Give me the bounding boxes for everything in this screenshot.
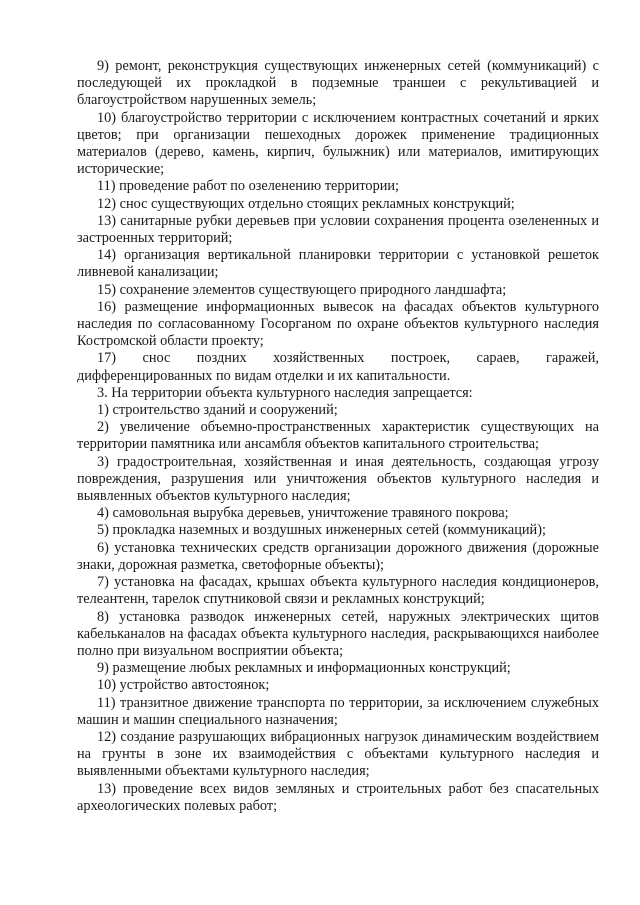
paragraph: 8) установка разводок инженерных сетей, наружных электрических щитов кабельканалов на фасадах объекта культурного наследия, раскрывающихся наиболее полно при визуальном восприятии объекта; <box>77 608 599 659</box>
paragraph: 16) размещение информационных вывесок на фасадах объектов культурного наследия по согласованному Госорганом по охране объектов культурного наследия Костромской области проекту; <box>77 298 599 350</box>
paragraph: 15) сохранение элементов существующего природного ландшафта; <box>97 281 507 298</box>
paragraph: 7) установка на фасадах, крышах объекта культурного наследия кондиционеров, телеантенн, тарелок спутниковой связи и рекламных конструкций; <box>77 574 599 608</box>
paragraph: 11) транзитное движение транспорта по территории, за исключением служебных машин и машин специального назначения; <box>77 694 599 728</box>
paragraph: 5) прокладка наземных и воздушных инженерных сетей (коммуникаций); <box>97 522 546 539</box>
paragraph: 4) самовольная вырубка деревьев, уничтожение травяного покрова; <box>97 505 509 522</box>
paragraph: 3) градостроительная, хозяйственная и иная деятельность, создающая угрозу повреждения, разрушения или уничтожения объектов культурного наследия и выявленных объектов культурного наследия; <box>77 453 599 505</box>
paragraph: 13) проведение всех видов земляных и строительных работ без спасательных археологических полевых работ; <box>77 780 599 814</box>
paragraph: 10) благоустройство территории с исключением контрастных сочетаний и ярких цветов; при организации пешеходных дорожек применение традиционных материалов (дерево, камень, кирпич, булыжник) или материалов, имитирующих исторические; <box>77 109 599 178</box>
paragraph: 17) снос поздних хозяйственных построек, сараев, гаражей, дифференцированных по видам отделки и их капитальности. <box>77 350 599 384</box>
document-page <box>77 58 599 815</box>
paragraph: 9) ремонт, реконструкция существующих инженерных сетей (коммуникаций) с последующей их прокладкой в подземные траншеи с рекультивацией и благоустройством нарушенных земель; <box>77 58 599 109</box>
paragraph: 10) устройство автостоянок; <box>97 677 270 694</box>
paragraph: 13) санитарные рубки деревьев при условии сохранения процента озелененных и застроенных территорий; <box>77 212 599 247</box>
paragraph: 12) снос существующих отдельно стоящих рекламных конструкций; <box>97 195 515 212</box>
paragraph: 14) организация вертикальной планировки территории с установкой решеток ливневой канализации; <box>77 247 599 281</box>
paragraph: 12) создание разрушающих вибрационных нагрузок динамическим воздействием на грунты в зоне их взаимодействия с объектами культурного наследия и выявленными объектами культурного наследия; <box>77 728 599 780</box>
paragraph: 6) установка технических средств организации дорожного движения (дорожные знаки, дорожная разметка, светофорные объекты); <box>77 539 599 573</box>
paragraph: 9) размещение любых рекламных и информационных конструкций; <box>97 660 511 677</box>
paragraph: 11) проведение работ по озеленению территории; <box>97 178 399 195</box>
paragraph: 1) строительство зданий и сооружений; <box>97 402 338 419</box>
section-heading: 3. На территории объекта культурного наследия запрещается: <box>97 384 473 401</box>
paragraph: 2) увеличение объемно-пространственных характеристик существующих на территории памятника или ансамбля объектов капитального строительства; <box>77 419 599 453</box>
